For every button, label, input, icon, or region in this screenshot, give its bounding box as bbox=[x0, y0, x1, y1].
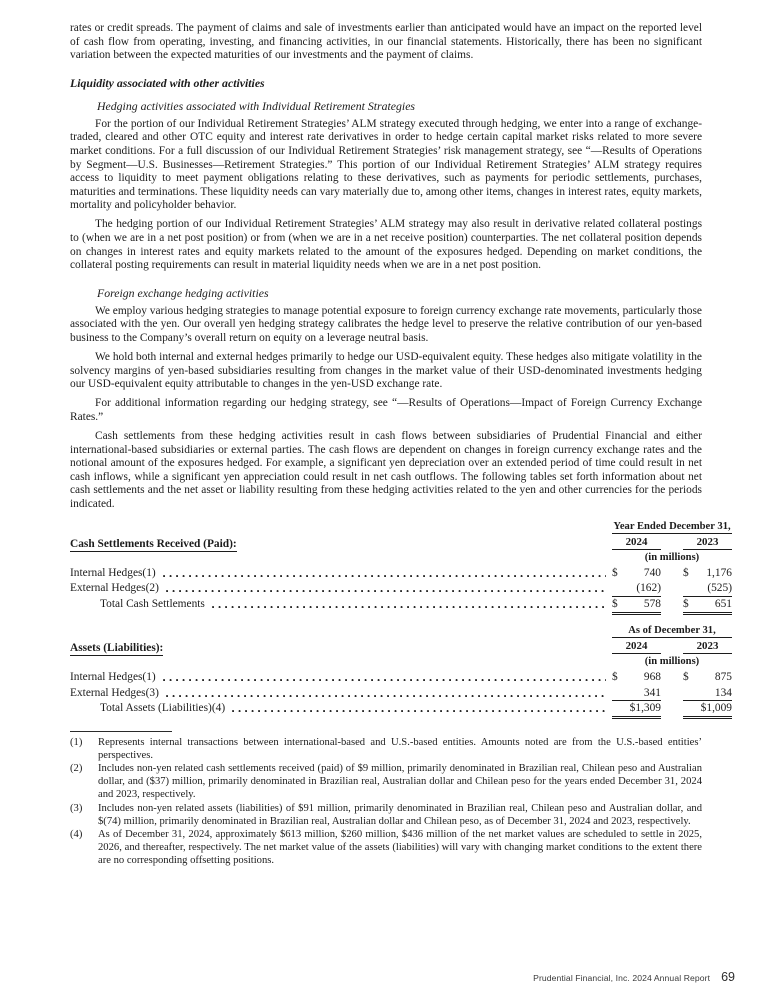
row-label: Total Assets (Liabilities)(4) bbox=[100, 702, 226, 715]
units-label: (in millions) bbox=[644, 656, 700, 668]
assets-liabilities-section-label: Assets (Liabilities): bbox=[70, 642, 164, 655]
value-2023: 134 bbox=[683, 686, 732, 702]
table-row bbox=[70, 670, 732, 686]
footnote-marker: (3) bbox=[70, 802, 83, 814]
dot-leader bbox=[232, 701, 606, 717]
dot-leader bbox=[166, 581, 606, 597]
dot-leader bbox=[212, 597, 606, 613]
value-2023: $ 875 bbox=[683, 671, 732, 684]
footnote-text: Includes non-yen related assets (liabilities) of $91 million, primarily denominated in Brazilian real, Chilean peso and Australian dollar, and $(74) million, primarily denominated in Brazilian real, Australian dollar and Chilean peso, as of December 31, 2024 and 2023, respectively. bbox=[98, 802, 702, 827]
page-footer bbox=[533, 970, 735, 984]
period-header: Year Ended December 31, bbox=[613, 520, 731, 532]
column-header-2024: 2024 bbox=[612, 536, 661, 550]
page-content bbox=[70, 22, 732, 868]
footnote-divider bbox=[70, 731, 172, 732]
row-label: Total Cash Settlements bbox=[100, 597, 205, 610]
row-label: External Hedges(3) bbox=[70, 686, 159, 699]
cash-settlements-section-label: Cash Settlements Received (Paid): bbox=[70, 537, 237, 550]
footnote-2 bbox=[70, 762, 702, 802]
row-label: Internal Hedges(1) bbox=[70, 671, 156, 684]
paragraph-fx-4: Cash settlements from these hedging activities result in cash flows between subsidiaries of Prudential Financial and either international-based subsidiaries or external parties. The cash flows are dependent on changes in foreign currency exchange rates and the notional amount of the exposures hedged. For example, a significant yen depreciation over an extended period of time could result in net cash inflows, while a significant yen appreciation could result in net cash outflows. The following tables set forth information about net cash settlements and the net asset or liability resulting from these hedging activities related to the yen and other currencies for the periods indicated. bbox=[70, 430, 702, 511]
table-row bbox=[70, 581, 732, 597]
table-total-row bbox=[70, 597, 732, 613]
row-label: External Hedges(2) bbox=[70, 582, 159, 595]
value-2023: $ 651 bbox=[683, 597, 732, 615]
footnote-marker: (2) bbox=[70, 763, 83, 775]
footnote-4 bbox=[70, 828, 702, 868]
paragraph-fx-2: We hold both internal and external hedges primarily to hedge our USD-equivalent equity. These hedges also mitigate volatility in the solvency margins of yen-based subsidiaries resulting from changes in the market value of their USD-denominated investments hedging our USD-equivalent equity attributable to changes in the yen-USD exchange rate. bbox=[70, 351, 702, 391]
cash-settlements-table bbox=[70, 521, 732, 613]
table-row bbox=[70, 566, 732, 582]
value-2023: (525) bbox=[683, 581, 732, 597]
value-2023: $ 1,176 bbox=[683, 566, 732, 579]
footnote-text: As of December 31, 2024, approximately $613 million, $260 million, $436 million of the net market values are scheduled to settle in 2025, 2026, and thereafter, respectively. The net market value of the assets (liabilities) will vary with changing market conditions to the extent there are no corresponding offsetting positions. bbox=[98, 829, 702, 867]
paragraph-irs-2: The hedging portion of our Individual Retirement Strategies’ ALM strategy may also result in derivative related collateral postings to (when we are in a net post position) or from (when we are in a net receive position) counterparties. The net collateral position depends on changes in interest rates and equity markets related to the amount of the exposures hedged. Depending on market conditions, the collateral posting requirements can result in material liquidity needs when we are in a net post position. bbox=[70, 218, 702, 272]
row-label: Internal Hedges(1) bbox=[70, 566, 156, 579]
footnote-marker: (4) bbox=[70, 829, 83, 841]
page-number: 69 bbox=[721, 970, 735, 984]
value-2024: $1,309 bbox=[612, 701, 661, 719]
section-heading-liquidity: Liquidity associated with other activities bbox=[70, 75, 265, 90]
column-header-2023: 2023 bbox=[683, 640, 732, 654]
column-header-2024: 2024 bbox=[612, 640, 661, 654]
value-2024: $ 740 bbox=[612, 566, 661, 579]
units-label: (in millions) bbox=[644, 551, 700, 563]
table-total-row bbox=[70, 701, 732, 717]
value-2024: (162) bbox=[612, 581, 661, 597]
footnote-marker: (1) bbox=[70, 736, 83, 748]
footnote-3 bbox=[70, 802, 702, 828]
value-2024: $ 578 bbox=[612, 597, 661, 615]
table-row bbox=[70, 686, 732, 702]
paragraph-irs-1: For the portion of our Individual Retirement Strategies’ ALM strategy executed through hedging, we enter into a range of exchange-traded, cleared and other OTC equity and interest rate derivatives in order to hedge certain capital market risks related to more severe market conditions. For a full discussion of our Individual Retirement Strategies’ risk management strategy, see “—Results of Operations by Segment—U.S. Businesses—Retirement Strategies.” This portion of our Individual Retirement Strategies’ ALM strategy requires access to liquidity to meet payment obligations relating to these derivatives, such as payments for periodic settlements, purchases, maturities and terminations. These liquidity needs can vary materially due to, among other items, changes in interest rates, equity markets, mortality and policyholder behavior. bbox=[70, 117, 702, 212]
paragraph-fx-3: For additional information regarding our hedging strategy, see “—Results of Operations—Impact of Foreign Currency Exchange Rates.” bbox=[70, 397, 702, 423]
paragraph-intro: rates or credit spreads. The payment of claims and sale of investments earlier than anticipated would have an impact on the reported level of cash flow from operating, investing, and financing activities, in our financial statements. Historically, there has been no significant variation between the expected maturities of our investments and the payment of claims. bbox=[70, 22, 702, 62]
value-2024: $ 968 bbox=[612, 671, 661, 684]
column-header-2023: 2023 bbox=[683, 536, 732, 550]
footnote-1 bbox=[70, 736, 702, 762]
period-header: As of December 31, bbox=[612, 625, 732, 638]
value-2024: 341 bbox=[612, 686, 661, 702]
cash-settlements-table-header bbox=[70, 521, 732, 566]
footnote-text: Represents internal transactions between international-based and U.S.-based entities. Amounts noted are from the U.S.-based entities’ perspectives. bbox=[98, 736, 702, 761]
value-2023: $1,009 bbox=[683, 701, 732, 719]
report-title: Prudential Financial, Inc. 2024 Annual Report bbox=[533, 973, 711, 983]
dot-leader bbox=[163, 566, 606, 582]
dot-leader bbox=[166, 686, 606, 702]
subsection-heading-fx-hedging: Foreign exchange hedging activities bbox=[97, 285, 269, 300]
paragraph-fx-1: We employ various hedging strategies to manage potential exposure to foreign currency exchange rate movements, particularly those associated with the yen. Our overall yen hedging strategy calibrates the hedge level to preserve the relative contribution of our yen-based business to the Company’s overall return on equity on a leverage neutral basis. bbox=[70, 304, 702, 344]
dot-leader bbox=[163, 670, 606, 686]
subsection-heading-irs-hedging: Hedging activities associated with Individual Retirement Strategies bbox=[97, 98, 416, 113]
assets-liabilities-table bbox=[70, 625, 732, 717]
assets-liabilities-table-header bbox=[70, 625, 732, 670]
footnote-text: Includes non-yen related cash settlements received (paid) of $9 million, primarily denominated in Brazilian real, Chilean peso and Australian dollar, and ($37) million, primarily denominated in Brazilian real, Australian dollar and Chilean peso for the years ended December 31, 2024 and 2023, respectively. bbox=[98, 763, 702, 801]
